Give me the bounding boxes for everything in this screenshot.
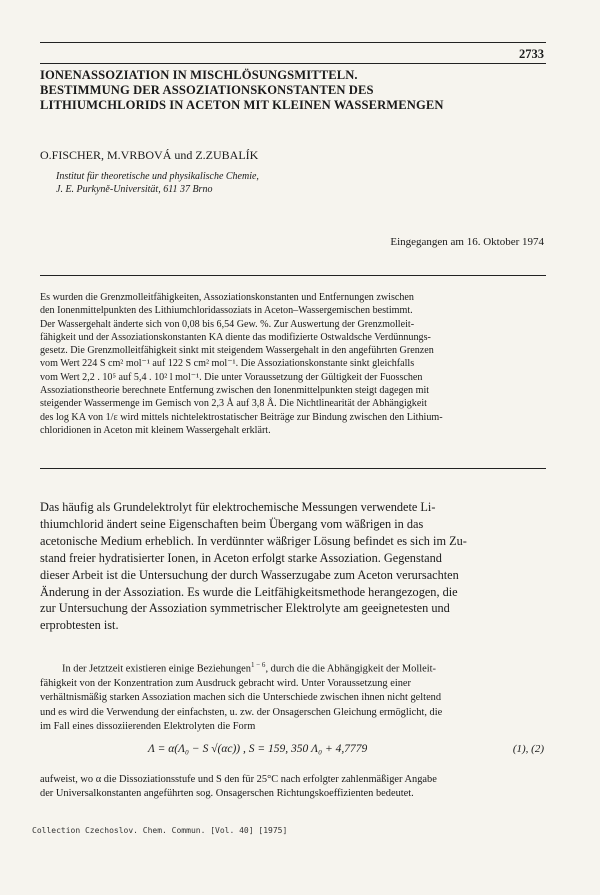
- abstract-line: Der Wassergehalt änderte sich von 0,08 bis 6,54 Gew. %. Zur Auswertung der Grenzmolleit-: [40, 318, 415, 330]
- intro-line: thiumchlorid ändert seine Eigenschaften beim Übergang vom wäßrigen in das: [40, 516, 424, 531]
- intro-line: Änderung in der Assoziation. Es wurde die Leitfähigkeitsmethode herangezogen, die: [40, 584, 458, 599]
- body-text: , durch die die Abhängigkeit der Molleit-: [265, 663, 436, 675]
- intro-line: acetonische Medium erheblich. In verdünnter wäßriger Lösung befindet es sich im Zu-: [40, 533, 467, 548]
- intro-line: erprobtesten ist.: [40, 618, 119, 633]
- header-rule: [40, 63, 546, 64]
- top-rule: [40, 42, 546, 43]
- journal-footer: Collection Czechoslov. Chem. Commun. [Vol. 40] [1975]: [32, 826, 288, 835]
- abstract-line: des log KA von 1/ε wird mittels nichtelektrostatischer Beiträge zur Bindung zwischen den Lithium-: [40, 411, 443, 423]
- abstract-line: Es wurden die Grenzmolleitfähigkeiten, Assoziationskonstanten und Entfernungen zwischen: [40, 292, 414, 303]
- title-line: IONENASSOZIATION IN MISCHLÖSUNGSMITTELN.: [40, 68, 358, 82]
- abstract: [40, 291, 546, 437]
- body-paragraph-3: [40, 773, 546, 802]
- abstract-line: steigender Wassermenge im Gemisch von 2,3 Å auf 3,8 Å. Die Nichtlinearität der Abhängigkeit: [40, 398, 427, 410]
- intro-line: stand freier hydratisierter Ionen, in Aceton erfolgt starke Assoziation. Gegenstand: [40, 550, 442, 565]
- affiliation: [56, 170, 259, 196]
- title-line: LITHIUMCHLORIDS IN ACETON MIT KLEINEN WASSERMENGEN: [40, 98, 444, 112]
- equation-number: (1), (2): [512, 743, 544, 755]
- received-date: Eingegangen am 16. Oktober 1974: [390, 236, 544, 248]
- abstract-line: chloridionen in Aceton mit kleinem Wassergehalt erklärt.: [40, 424, 271, 436]
- title-line: BESTIMMUNG DER ASSOZIATIONSKONSTANTEN DES: [40, 83, 374, 97]
- abstract-line: vom Wert 224 S cm² mol⁻¹ auf 122 S cm² mol⁻¹. Die Assoziationskonstante sinkt gleichfalls: [40, 358, 415, 370]
- body-line: verhältnismäßig starken Assoziation machen sich die Unterschiede zwischen ihnen nicht geltend: [40, 692, 442, 704]
- affiliation-line: Institut für theoretische und physikalische Chemie,: [56, 171, 259, 182]
- intro-line: dieser Arbeit ist die Untersuchung der durch Wasserzugabe zum Aceton verursachten: [40, 567, 459, 582]
- intro-line: Das häufig als Grundelektrolyt für elektrochemische Messungen verwendete Li-: [40, 500, 436, 514]
- affiliation-line: J. E. Purkyně-Universität, 611 37 Brno: [56, 184, 213, 195]
- reference-superscript: 1 − 6: [250, 661, 266, 669]
- body-line: der Universalkonstanten angeführten sog. Onsagerschen Richtungskoeffizienten bedeutet.: [40, 788, 414, 800]
- body-line: fähigkeit von der Konzentration zum Ausdruck gebracht wird. Unter Voraussetzung einer: [40, 677, 411, 689]
- abstract-line: Assoziationstheorie berechnete Entfernung zwischen den Ionenmittelpunkten steigt dagegen mit: [40, 385, 430, 397]
- intro-paragraph: [40, 499, 546, 634]
- abstract-bottom-rule: [40, 468, 546, 469]
- body-paragraph-2: [40, 658, 546, 735]
- abstract-line: den Ionenmittelpunkten des Lithiumchloridassoziats in Aceton–Wassergemischen bestimmt.: [40, 305, 413, 317]
- body-line: aufweist, wo α die Dissoziationsstufe und S den für 25°C nach erfolgter zahlenmäßiger Angabe: [40, 774, 437, 785]
- abstract-line: gesetz. Die Grenzmolleitfähigkeit sinkt mit steigendem Wassergehalt in den angeführten Grenzen: [40, 345, 434, 357]
- abstract-top-rule: [40, 275, 546, 276]
- authors: O.FISCHER, M.VRBOVÁ und Z.ZUBALÍK: [40, 148, 259, 162]
- abstract-line: fähigkeit und der Assoziationskonstanten KA diente das modifizierte Ostwaldsche Verdünnungs-: [40, 331, 431, 343]
- body-line: und es wird die Verwendung der einfachsten, u. zw. der Onsagerschen Gleichung ermöglicht, die: [40, 706, 443, 718]
- intro-line: zur Untersuchung der Assoziation symmetrischer Elektrolyte am geeignetesten und: [40, 601, 450, 616]
- page-number: 2733: [519, 47, 544, 61]
- equation: Λ = α(Λ₀ − S √(αc)) , S = 159, 350 Λ₀ + 4,7779: [148, 743, 368, 755]
- body-text: In der Jetztzeit existieren einige Beziehungen: [62, 663, 251, 675]
- body-line: im Fall eines dissoziierenden Elektrolyten die Form: [40, 721, 256, 733]
- article-title: [40, 68, 560, 113]
- abstract-line: vom Wert 2,2 . 10⁵ auf 5,4 . 10² l mol⁻¹. Die unter Voraussetzung der Gültigkeit der Fuosschen: [40, 371, 423, 383]
- body-line: [40, 658, 546, 677]
